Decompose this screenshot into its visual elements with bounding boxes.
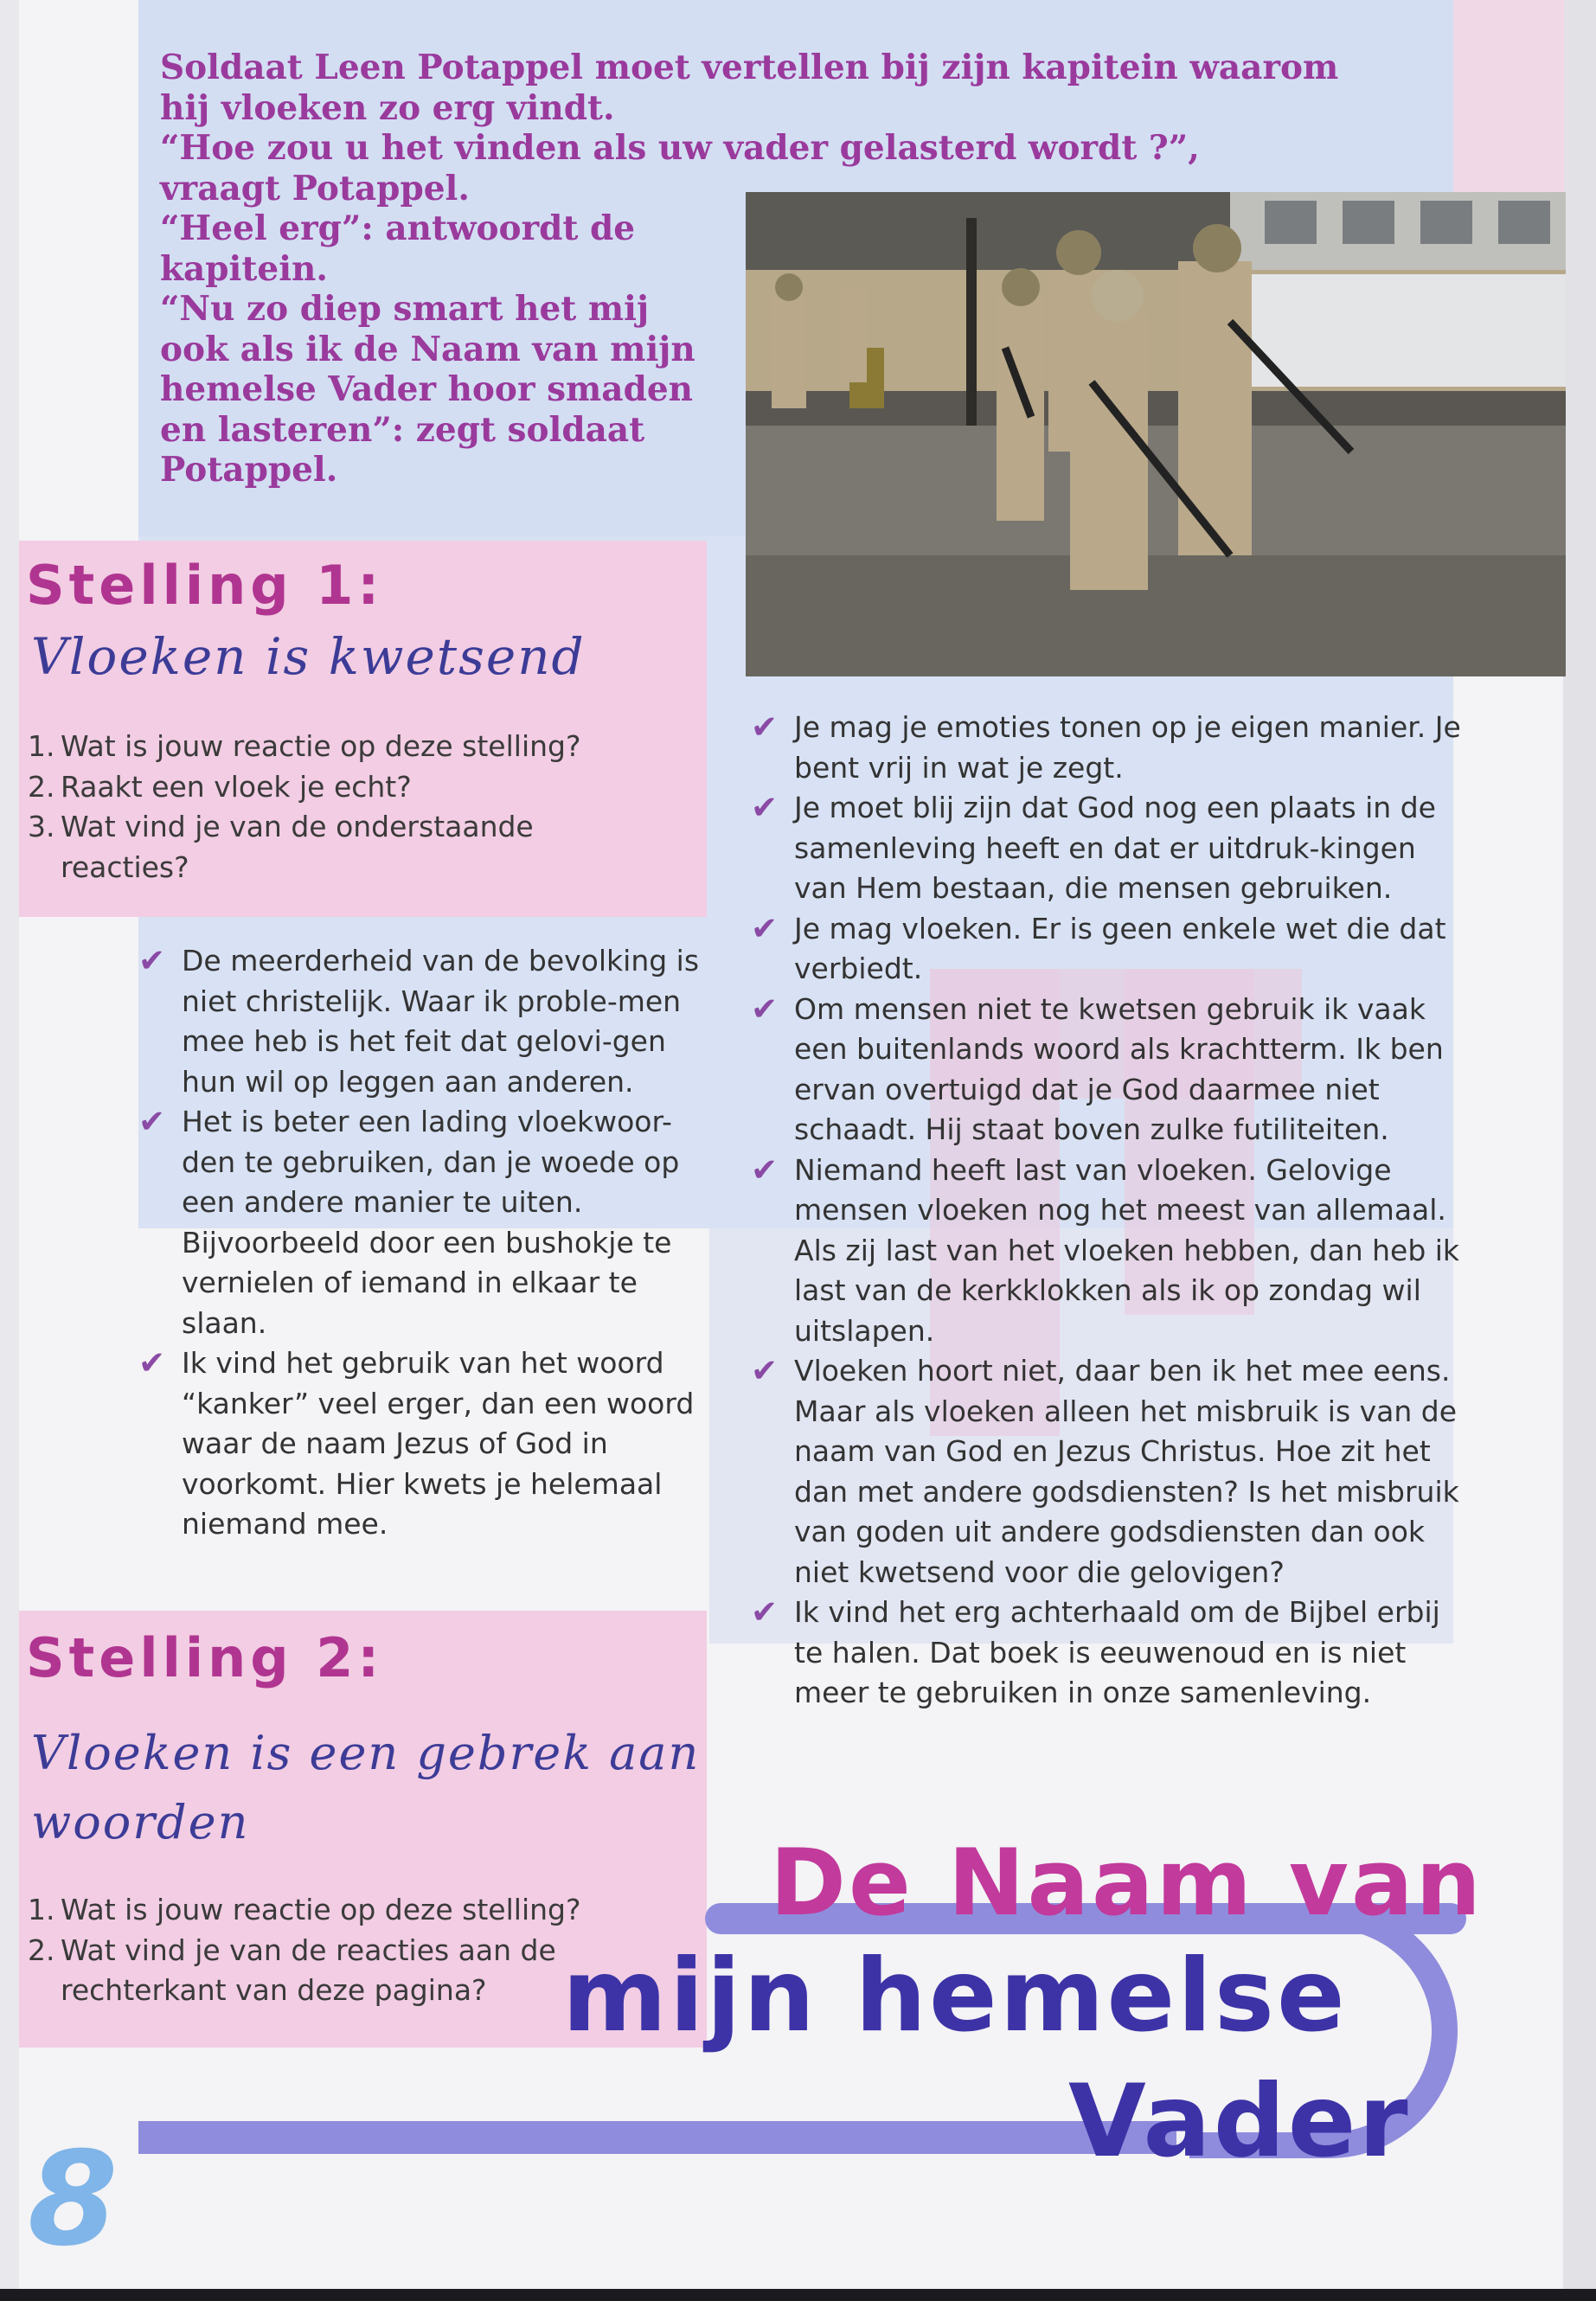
reaction-item: ✔ Ik vind het erg achterhaald om de Bijbel erbij te halen. Dat boek is eeuwenoud en is niet meer te gebruiken in onze samenleving. [751, 1593, 1440, 1709]
check-icon: ✔ [751, 990, 779, 1028]
check-icon: ✔ [751, 708, 779, 746]
check-icon: ✔ [751, 789, 779, 826]
reaction-item: ✔ Je mag je emoties tonen op je eigen manier. Je bent vrij in wat je zegt. [751, 708, 1461, 785]
page-number: 8 [28, 2125, 119, 2275]
check-icon: ✔ [751, 1593, 779, 1631]
check-icon: ✔ [751, 1352, 779, 1389]
stelling-2-subtitle-line-2: woorden [31, 1795, 250, 1849]
stelling-1-questions [28, 727, 651, 888]
stelling-1-reactions [138, 941, 718, 1545]
reaction-item: ✔ De meerderheid van de bevolking is niet christelijk. Waar ik proble-men mee heb is het feit dat gelovi-gen hun wil op leggen aan anderen. [138, 942, 700, 1099]
question-item: 1. Wat is jouw reactie op deze stelling? [28, 729, 581, 763]
intro-story: Soldaat Leen Potappel moet vertellen bij zijn kapitein waarom hij vloeken zo erg vindt. “Hoe zou u het vinden als uw vader gelasterd wordt ?”, vraagt Potappel. “Heel erg”: antwoordt de kapitein. “Nu zo diep smart het mij ook als ik de Naam van mijn hemelse Vader hoor smaden en lasteren”: zegt soldaat Potappel. [160, 48, 1339, 490]
reaction-item: ✔ Ik vind het gebruik van het woord “kanker” veel erger, dan een woord waar de naam Jezus of God in voorkomt. Hier kwets je helemaal niemand mee. [138, 1344, 695, 1541]
stelling-2-questions [28, 1890, 581, 2011]
bottom-decorative-bar [138, 2121, 1176, 2154]
reaction-item: ✔ Je moet blij zijn dat God nog een plaats in de samenleving heeft en dat er uitdruk-kingen van Hem bestaan, die mensen gebruiken. [751, 789, 1436, 905]
reaction-item: ✔ Je mag vloeken. Er is geen enkele wet die dat verbiedt. [751, 909, 1446, 985]
reaction-item: ✔ Niemand heeft last van vloeken. Gelovige mensen vloeken nog het meest van allemaal. Als zij last van het vloeken hebben, dan heb ik last van de kerkklokken als ik op zondag wil uitslapen. [751, 1150, 1460, 1348]
check-icon: ✔ [138, 942, 166, 979]
check-icon: ✔ [138, 1344, 166, 1381]
reaction-item: ✔ Vloeken hoort niet, daar ben ik het mee eens. Maar als vloeken alleen het misbruik is van de naam van God en Jezus Christus. Hoe zit het dan met andere godsdiensten? Is het misbruik van goden uit andere godsdiensten dan ook niet kwetsend voor die gelovigen? [751, 1352, 1459, 1589]
question-item: 2. Raakt een vloek je echt? [28, 769, 412, 804]
stelling-2-subtitle-line-1: Vloeken is een gebrek aan [31, 1726, 701, 1780]
page-title-line-2: mijn hemelse [562, 1938, 1348, 2054]
page-title-line-3: Vader [1068, 2063, 1411, 2180]
question-item: 2. Wat vind je van de reacties aan de rechterkant van deze pagina? [28, 1932, 556, 2007]
background-pink-corner [1453, 0, 1564, 199]
reaction-item: ✔ Het is beter een lading vloekwoor-den te gebruiken, dan je woede op een andere manier te uiten. Bijvoorbeeld door een bushokje te vernielen of iemand in elkaar te slaan. [138, 1103, 680, 1340]
question-item: 3. Wat vind je van de onderstaande reacties? [28, 810, 534, 884]
stelling-2-label: Stelling 2: [26, 1626, 384, 1689]
stelling-1-label: Stelling 1: [26, 554, 384, 617]
scan-edge-right [1563, 0, 1596, 2301]
page-title-line-1: De Naam van [770, 1830, 1484, 1936]
question-item: 1. Wat is jouw reactie op deze stelling? [28, 1893, 581, 1926]
stelling-2-reactions [751, 708, 1469, 1714]
reaction-item: ✔ Om mensen niet te kwetsen gebruik ik vaak een buitenlands woord als krachtterm. Ik ben ervan overtuigd dat je God daarmee niet schaadt. Hij staat boven zulke futiliteiten. [751, 990, 1444, 1146]
soldiers-photo-icon [746, 192, 1566, 676]
soldiers-photo [746, 192, 1566, 676]
check-icon: ✔ [751, 909, 779, 947]
check-icon: ✔ [751, 1150, 779, 1189]
stelling-1-subtitle: Vloeken is kwetsend [31, 627, 586, 686]
scan-edge-bottom [0, 2289, 1596, 2301]
check-icon: ✔ [138, 1103, 166, 1140]
scan-edge-left [0, 0, 19, 2301]
